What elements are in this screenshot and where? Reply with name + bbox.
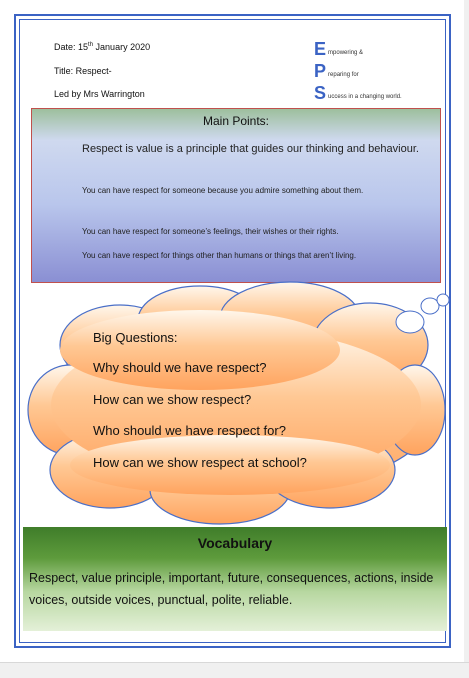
main-point-3: You can have respect for things other than humans or things that aren’t living. xyxy=(82,251,357,260)
logo-word-empowering: mpowering & xyxy=(328,50,364,56)
vocabulary-box xyxy=(23,527,447,631)
big-question-3: Who should we have respect for? xyxy=(93,423,286,438)
main-point-2: You can have respect for someone’s feelings, their wishes or their rights. xyxy=(82,227,339,236)
viewer-bottom-strip xyxy=(0,662,469,678)
led-by-line: Led by Mrs Warrington xyxy=(54,89,145,99)
title-line: Title: Respect- xyxy=(54,66,112,76)
big-question-4: How can we show respect at school? xyxy=(93,455,307,470)
logo-letter-p: P xyxy=(314,61,327,81)
vocabulary-text: Respect, value principle, important, future, consequences, actions, inside voices, outside voices, punctual, polite, reliable. xyxy=(29,571,434,607)
big-questions-title: Big Questions: xyxy=(93,330,178,345)
big-question-2: How can we show respect? xyxy=(93,392,252,407)
thought-bubbles xyxy=(396,294,449,333)
vocabulary-title: Vocabulary xyxy=(197,535,273,551)
main-points-title: Main Points: xyxy=(202,114,270,128)
logo-word-success: uccess in a changing world. xyxy=(328,94,402,100)
date-line: Date: 15th January 2020 xyxy=(54,42,151,52)
logo-letter-e: E xyxy=(314,39,327,59)
main-point-1: You can have respect for someone because you admire something about them. xyxy=(82,186,364,195)
big-question-1: Why should we have respect? xyxy=(93,360,267,375)
main-point-intro: Respect is value is a principle that guides our thinking and behaviour. xyxy=(82,143,419,155)
logo-letter-s: S xyxy=(314,83,327,103)
logo-word-preparing: reparing for xyxy=(328,72,359,78)
